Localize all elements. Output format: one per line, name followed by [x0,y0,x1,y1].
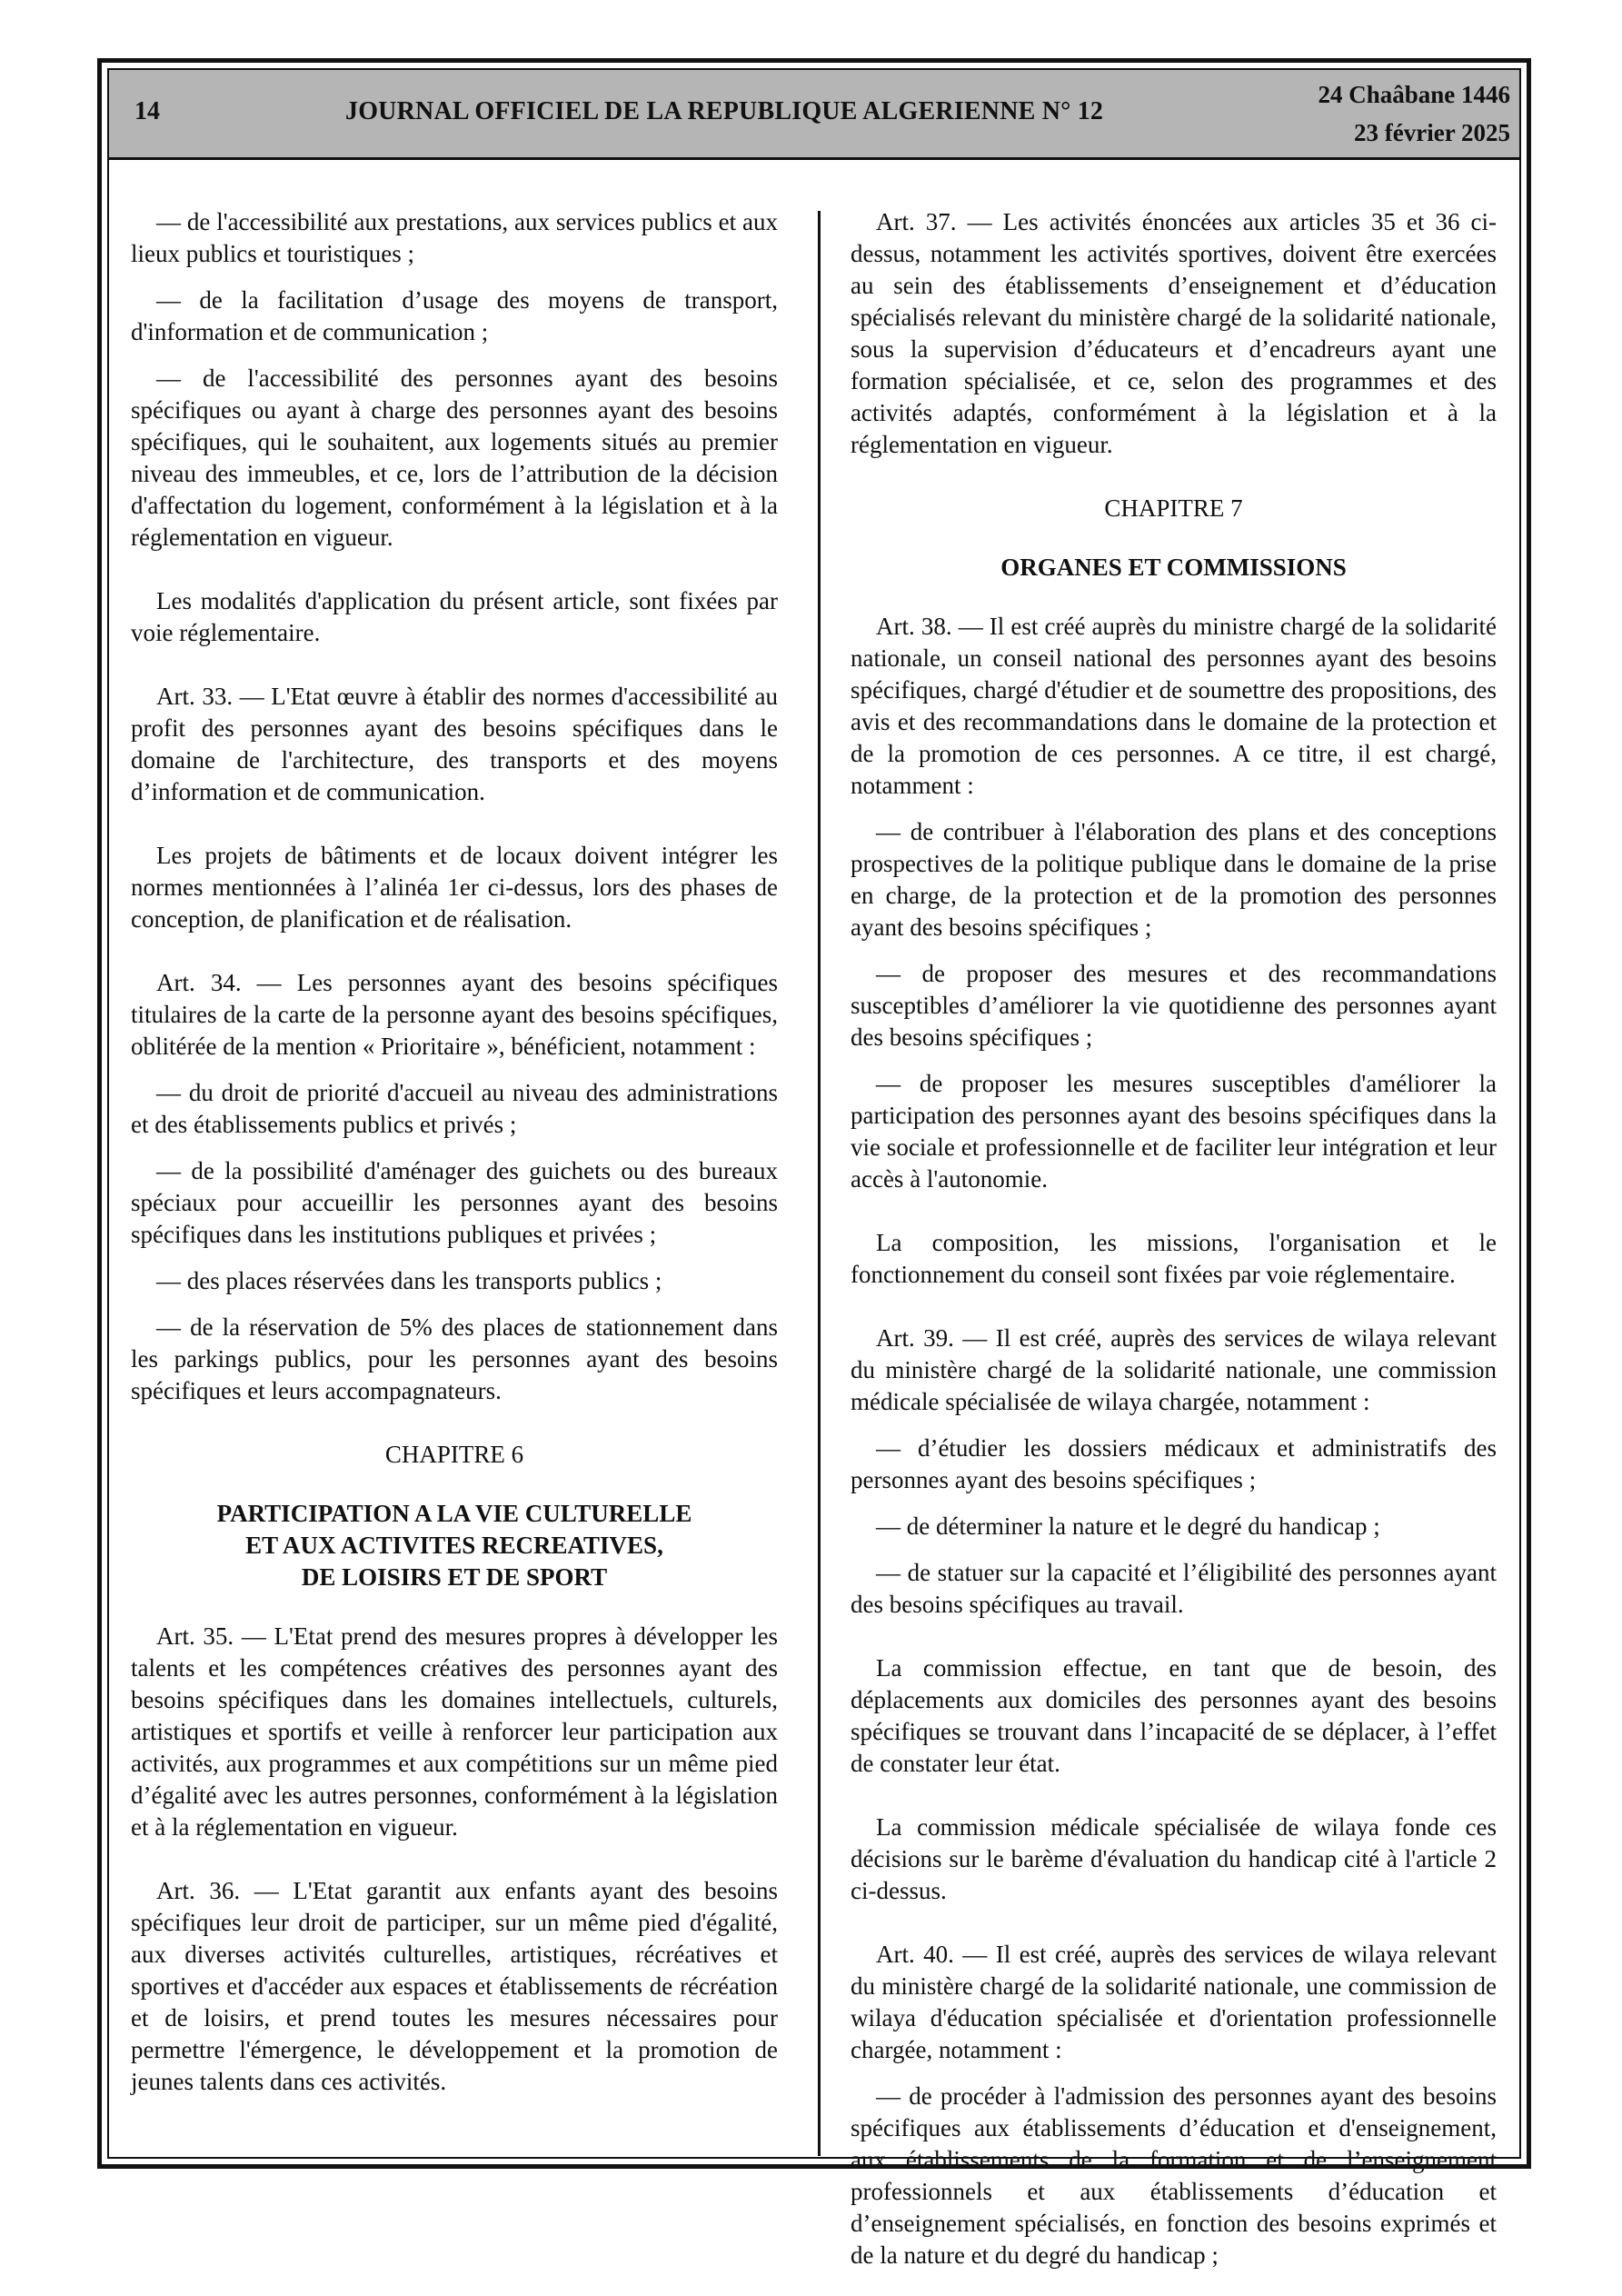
article-36: Art. 36. — L'Etat garantit aux enfants ayant des besoins spécifiques leur droit de participer, sur un même pied d'égalité, aux diverses activités culturelles, artistiques, récréatives et sportives et d'accéder aux espaces et établissements de récréation et de loisirs, et prend toutes les mesures nécessaires pour permettre l'émergence, le développement et la promotion de jeunes talents dans ces activités. [131,1877,778,2095]
heading-line: DE LOISIRS ET DE SPORT [301,1563,608,1591]
journal-title: JOURNAL OFFICIEL DE LA REPUBLIQUE ALGERIENNE N° 12 [345,97,1104,125]
article-35: Art. 35. — L'Etat prend des mesures propres à développer les talents et les compétences créatives des personnes ayant des besoins spécifiques dans les domaines intellectuels, culturels, artistiques et sportifs et veille à renforcer leur participation aux activités, aux programmes et aux compétitions sur un même pied d’égalité avec les autres personnes, conformément à la législation et à la réglementation en vigueur. [131,1622,778,1841]
heading-line: ET AUX ACTIVITES RECREATIVES, [245,1532,663,1559]
article-39: Art. 39. — Il est créé, auprès des services de wilaya relevant du ministère chargé de la solidarité nationale, une commission médicale spécialisée de wilaya chargée, notamment : [851,1324,1497,1415]
page-frame [97,58,1531,2269]
list-item: — de procéder à l'admission des personnes ayant des besoins spécifiques aux établissements d’éducation et d'enseignement, aux établissements de la formation et de l’enseignement professionnels et aux établissements d’éducation et d’enseignement spécialisés, en fonction des besoins exprimés et de la nature et du degré du handicap ; [851,2082,1497,2269]
list-item: — de la facilitation d’usage des moyens de transport, d'information et de communication ; [131,286,778,345]
right-column [851,206,1497,2271]
list-item: — de proposer les mesures susceptibles d'améliorer la participation des personnes ayant des besoins spécifiques dans la vie sociale et professionnelle et de faciliter leur intégration et leur accès à l'autonomie. [851,1070,1497,1193]
paragraph: Les modalités d'application du présent article, sont fixées par voie réglementaire. [131,587,778,646]
article-38: Art. 38. — Il est créé auprès du ministre chargé de la solidarité nationale, un conseil national des personnes ayant des besoins spécifiques, chargé d'étudier et de soumettre des propositions, des avis et des recommandations dans le domaine de la protection et de la promotion de ces personnes. A ce titre, il est chargé, notamment : [851,613,1497,799]
list-item: — de proposer des mesures et des recommandations susceptibles d’améliorer la vie quotidienne des personnes ayant des besoins spécifiques ; [851,960,1497,1051]
list-item: — de la possibilité d'aménager des guichets ou des bureaux spéciaux pour accueillir les personnes ayant des besoins spécifiques dans les institutions publiques et privées ; [131,1157,778,1248]
list-item: — de contribuer à l'élaboration des plans et des conceptions prospectives de la politique publique dans le domaine de la prise en charge, de la protection et de la promotion des personnes ayant des besoins spécifiques ; [851,818,1497,941]
chapter-label: CHAPITRE 7 [1104,494,1243,522]
list-item: — de statuer sur la capacité et l’éligibilité des personnes ayant des besoins spécifiques au travail. [851,1559,1497,1618]
paragraph: Les projets de bâtiments et de locaux doivent intégrer les normes mentionnées à l’alinéa 1er ci-dessus, lors des phases de conception, de planification et de réalisation. [131,842,778,933]
column-divider [818,211,821,2156]
page-number: 14 [134,97,160,125]
list-item: — de l'accessibilité aux prestations, aux services publics et aux lieux publics et touristiques ; [131,208,778,267]
hijri-date: 24 Chaâbane 1446 [1318,81,1510,108]
list-item: — d’étudier les dossiers médicaux et administratifs des personnes ayant des besoins spécifiques ; [851,1434,1497,1493]
list-item: — du droit de priorité d'accueil au niveau des administrations et des établissements publics et privés ; [131,1079,778,1138]
list-item: — de déterminer la nature et le degré du handicap ; [876,1512,1380,1540]
gregorian-date: 23 février 2025 [1354,119,1510,146]
paragraph: La commission effectue, en tant que de besoin, des déplacements aux domiciles des personnes ayant des besoins spécifiques se trouvant dans l’incapacité de se déplacer, à l’effet de constater leur état. [851,1654,1497,1777]
left-column [131,206,778,2098]
list-item: — de l'accessibilité des personnes ayant des besoins spécifiques ou ayant à charge des personnes ayant des besoins spécifiques, qui le souhaitent, aux logements situés au premier niveau des immeubles, et ce, lors de l’attribution de la décision d'affectation du logement, conformément à la législation et à la réglementation en vigueur. [131,364,778,551]
issue-date [1318,75,1510,152]
article-40: Art. 40. — Il est créé, auprès des services de wilaya relevant du ministère chargé de la solidarité nationale, une commission de wilaya d'éducation spécialisée et d'orientation professionnelle chargée, notamment : [851,1941,1497,2063]
journal-header [109,70,1519,160]
list-item: — des places réservées dans les transports publics ; [156,1267,662,1294]
chapter-heading: ORGANES ET COMMISSIONS [1000,554,1347,581]
heading-line: PARTICIPATION A LA VIE CULTURELLE [216,1500,692,1527]
paragraph: La commission médicale spécialisée de wilaya fonde ces décisions sur le barème d'évaluation du handicap cité à l'article 2 ci-dessus. [851,1813,1497,1904]
page-inner-frame [107,68,1521,2269]
list-item: — de la réservation de 5% des places de stationnement dans les parkings publics, pour les personnes ayant des besoins spécifiques et leurs accompagnateurs. [131,1313,778,1404]
chapter-label: CHAPITRE 6 [384,1441,524,1468]
article-34: Art. 34. — Les personnes ayant des besoins spécifiques titulaires de la carte de la personne ayant des besoins spécifiques, oblitérée de la mention « Prioritaire », bénéficient, notamment : [131,969,778,1060]
article-37: Art. 37. — Les activités énoncées aux articles 35 et 36 ci-dessus, notamment les activités sportives, doivent être exercées au sein des établissements d’enseignement et d’éducation spécialisés relevant du ministère chargé de la solidarité nationale, sous la supervision d’éducateurs et d’encadreurs ayant une formation spécialisée, et ce, selon des programmes et des activités adaptés, conformément à la législation et à la réglementation en vigueur. [851,208,1497,458]
chapter-heading [131,1498,778,1593]
paragraph: La composition, les missions, l'organisation et le fonctionnement du conseil sont fixées par voie réglementaire. [851,1229,1497,1288]
article-33: Art. 33. — L'Etat œuvre à établir des normes d'accessibilité au profit des personnes ayant des besoins spécifiques dans le domaine de l'architecture, des transports et des moyens d’information et de communication. [131,683,778,805]
